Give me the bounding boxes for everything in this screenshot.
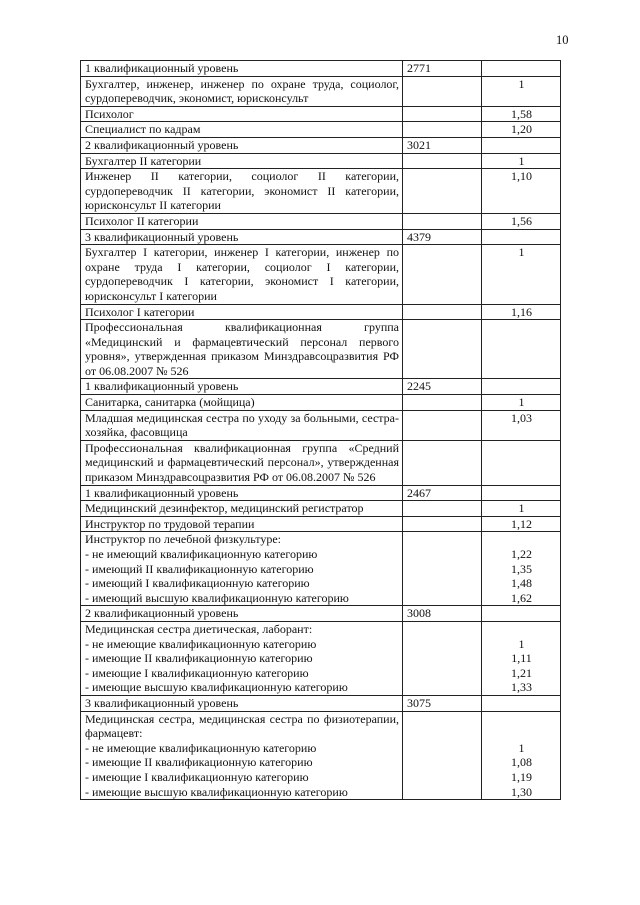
base-rate-cell bbox=[403, 695, 482, 711]
category-item: - имеющий высшую квалификационную категорию bbox=[85, 590, 349, 605]
coefficient-cell bbox=[482, 440, 561, 485]
position-text: 2 квалификационный уровень bbox=[85, 137, 239, 152]
base-rate-cell bbox=[403, 711, 482, 800]
position-cell bbox=[81, 695, 403, 711]
coefficient-cell bbox=[482, 213, 561, 229]
table-body bbox=[81, 61, 561, 800]
base-rate-cell bbox=[403, 76, 482, 106]
table-row bbox=[81, 516, 561, 532]
position-cell bbox=[81, 153, 403, 169]
position-text: Профессиональная квалификационная группа «Медицинский и фармацевтический персонал первого уровня», утвержденная приказом Минздравсоцразвития РФ от 06.08.2007 № 526 bbox=[85, 320, 399, 378]
table-row bbox=[81, 606, 561, 622]
category-item: - имеющие I квалификационную категорию bbox=[85, 769, 309, 784]
position-group-title: Инструктор по лечебной физкультуре: bbox=[85, 532, 281, 547]
position-text: Младшая медицинская сестра по уходу за больными, сестра-хозяйка, фасовщица bbox=[85, 410, 399, 440]
coefficient-value: 1 bbox=[518, 76, 525, 91]
position-cell bbox=[81, 61, 403, 77]
position-text: Психолог II категории bbox=[85, 213, 199, 228]
position-text: Бухгалтер I категории, инженер I категории, инженер по охране труда I категории, социолог I категории, сурдопереводчик I категории, экономист I категории, юрисконсульт I категории bbox=[85, 245, 399, 303]
position-text: Специалист по кадрам bbox=[85, 122, 201, 137]
coefficient-cell bbox=[482, 245, 561, 304]
category-item: - имеющие высшую квалификационную категорию bbox=[85, 784, 348, 799]
coefficient-value: 1 bbox=[518, 501, 525, 516]
coefficient-cell bbox=[482, 501, 561, 517]
position-cell bbox=[81, 410, 403, 440]
position-cell bbox=[81, 106, 403, 122]
table-row bbox=[81, 213, 561, 229]
base-rate-cell bbox=[403, 245, 482, 304]
category-item: - имеющие II квалификационную категорию bbox=[85, 755, 313, 770]
position-cell bbox=[81, 485, 403, 501]
table-row bbox=[81, 76, 561, 106]
position-cell bbox=[81, 304, 403, 320]
base-rate-cell bbox=[403, 621, 482, 695]
category-item: - имеющие высшую квалификационную категорию bbox=[85, 680, 348, 695]
table-row bbox=[81, 61, 561, 77]
coefficient-cell bbox=[482, 695, 561, 711]
base-rate-cell bbox=[403, 137, 482, 153]
base-rate-cell bbox=[403, 122, 482, 138]
coefficient-cell bbox=[482, 395, 561, 411]
coefficient-value: 1,56 bbox=[511, 213, 532, 228]
table-row bbox=[81, 711, 561, 800]
table-row bbox=[81, 304, 561, 320]
coefficient-cell bbox=[482, 711, 561, 800]
coefficient-cell bbox=[482, 229, 561, 245]
position-text: 1 квалификационный уровень bbox=[85, 379, 239, 394]
category-coefficient: 1 bbox=[518, 740, 525, 755]
position-cell bbox=[81, 516, 403, 532]
table-row bbox=[81, 229, 561, 245]
salary-coefficient-table bbox=[80, 60, 561, 800]
coefficient-cell bbox=[482, 76, 561, 106]
position-text: 2 квалификационный уровень bbox=[85, 606, 239, 621]
coefficient-cell bbox=[482, 153, 561, 169]
base-rate-value: 2245 bbox=[407, 379, 431, 394]
base-rate-cell bbox=[403, 395, 482, 411]
position-text: 1 квалификационный уровень bbox=[85, 485, 239, 500]
base-rate-cell bbox=[403, 304, 482, 320]
category-coefficient: 1,08 bbox=[511, 755, 532, 770]
position-cell bbox=[81, 532, 403, 606]
position-text: Профессиональная квалификационная группа «Средний медицинский и фармацевтический персонал», утвержденная приказом Минздравсоцразвития РФ от 06.08.2007 № 526 bbox=[85, 440, 399, 485]
table-row bbox=[81, 532, 561, 606]
base-rate-value: 3075 bbox=[407, 695, 431, 710]
position-cell bbox=[81, 320, 403, 379]
coefficient-cell bbox=[482, 320, 561, 379]
category-coefficient: 1,33 bbox=[511, 680, 532, 695]
coefficient-value: 1,10 bbox=[511, 169, 532, 184]
table-row bbox=[81, 106, 561, 122]
position-text: Медицинский дезинфектор, медицинский регистратор bbox=[85, 501, 364, 516]
coefficient-cell bbox=[482, 532, 561, 606]
coefficient-value: 1,20 bbox=[511, 122, 532, 137]
position-cell bbox=[81, 621, 403, 695]
position-group-title: Медицинская сестра, медицинская сестра по физиотерапии, фармацевт: bbox=[85, 711, 399, 741]
position-text: 1 квалификационный уровень bbox=[85, 61, 239, 75]
coefficient-cell bbox=[482, 516, 561, 532]
position-text: 3 квалификационный уровень bbox=[85, 229, 239, 244]
position-cell bbox=[81, 395, 403, 411]
position-text: Инженер II категории, социолог II категории, сурдопереводчик II категории, экономист II категории, юрисконсульт II категории bbox=[85, 169, 399, 213]
coefficient-value: 1 bbox=[518, 153, 525, 168]
base-rate-value: 3008 bbox=[407, 606, 431, 621]
coefficient-value: 1,03 bbox=[511, 410, 532, 425]
category-item: - имеющие II квалификационную категорию bbox=[85, 651, 313, 666]
category-coefficient: 1,22 bbox=[511, 547, 532, 561]
position-text: Бухгалтер, инженер, инженер по охране труда, социолог, сурдопереводчик, экономист, юрисконсульт bbox=[85, 76, 399, 106]
table-row bbox=[81, 695, 561, 711]
category-item: - имеющий I квалификационную категорию bbox=[85, 576, 310, 591]
position-cell bbox=[81, 440, 403, 485]
category-coefficient: 1,35 bbox=[511, 561, 532, 576]
page-number: 10 bbox=[556, 33, 569, 47]
category-item: - имеющие I квалификационную категорию bbox=[85, 665, 309, 680]
category-item: - имеющий II квалификационную категорию bbox=[85, 561, 314, 576]
coefficient-value: 1 bbox=[518, 395, 525, 410]
position-text: Бухгалтер II категории bbox=[85, 153, 202, 168]
table-row bbox=[81, 245, 561, 304]
position-text: Санитарка, санитарка (мойщица) bbox=[85, 395, 255, 410]
base-rate-cell bbox=[403, 440, 482, 485]
base-rate-cell bbox=[403, 516, 482, 532]
base-rate-cell bbox=[403, 320, 482, 379]
coefficient-cell bbox=[482, 106, 561, 122]
position-text: 3 квалификационный уровень bbox=[85, 695, 239, 710]
position-cell bbox=[81, 711, 403, 800]
category-coefficient: 1,19 bbox=[511, 769, 532, 784]
table-row bbox=[81, 122, 561, 138]
category-item: - не имеющие квалификационную категорию bbox=[85, 636, 317, 651]
position-cell bbox=[81, 245, 403, 304]
category-coefficient: 1,48 bbox=[511, 576, 532, 591]
position-cell bbox=[81, 169, 403, 214]
base-rate-cell bbox=[403, 153, 482, 169]
table-row bbox=[81, 379, 561, 395]
category-coefficient: 1,21 bbox=[511, 665, 532, 680]
position-group-title: Медицинская сестра диетическая, лаборант: bbox=[85, 621, 313, 636]
category-coefficient: 1,30 bbox=[511, 784, 532, 799]
category-item: - не имеющие квалификационную категорию bbox=[85, 740, 317, 755]
base-rate-value: 4379 bbox=[407, 229, 431, 244]
position-cell bbox=[81, 76, 403, 106]
table-row bbox=[81, 440, 561, 485]
base-rate-cell bbox=[403, 213, 482, 229]
coefficient-cell bbox=[482, 122, 561, 138]
coefficient-cell bbox=[482, 606, 561, 622]
coefficient-cell bbox=[482, 61, 561, 77]
base-rate-cell bbox=[403, 501, 482, 517]
coefficient-value: 1,16 bbox=[511, 304, 532, 319]
base-rate-value: 2467 bbox=[407, 485, 431, 500]
table-row bbox=[81, 621, 561, 695]
coefficient-cell bbox=[482, 169, 561, 214]
position-cell bbox=[81, 501, 403, 517]
position-cell bbox=[81, 229, 403, 245]
base-rate-value: 3021 bbox=[407, 137, 431, 152]
base-rate-cell bbox=[403, 106, 482, 122]
coefficient-cell bbox=[482, 379, 561, 395]
base-rate-cell bbox=[403, 169, 482, 214]
coefficient-value: 1,12 bbox=[511, 516, 532, 531]
coefficient-cell bbox=[482, 304, 561, 320]
category-coefficient: 1,11 bbox=[511, 651, 532, 666]
coefficient-cell bbox=[482, 137, 561, 153]
position-text: Психолог bbox=[85, 106, 134, 121]
table-row bbox=[81, 137, 561, 153]
table-row bbox=[81, 395, 561, 411]
coefficient-cell bbox=[482, 621, 561, 695]
table-row bbox=[81, 169, 561, 214]
table-row bbox=[81, 410, 561, 440]
base-rate-value: 2771 bbox=[407, 61, 431, 75]
position-text: Психолог I категории bbox=[85, 304, 195, 319]
table-row bbox=[81, 501, 561, 517]
coefficient-value: 1 bbox=[518, 245, 525, 260]
base-rate-cell bbox=[403, 229, 482, 245]
position-text: Инструктор по трудовой терапии bbox=[85, 516, 255, 531]
base-rate-cell bbox=[403, 61, 482, 77]
table-row bbox=[81, 320, 561, 379]
base-rate-cell bbox=[403, 410, 482, 440]
category-coefficient: 1,62 bbox=[511, 590, 532, 605]
category-item: - не имеющий квалификационную категорию bbox=[85, 547, 318, 561]
base-rate-cell bbox=[403, 606, 482, 622]
table-row bbox=[81, 485, 561, 501]
base-rate-cell bbox=[403, 485, 482, 501]
table-row bbox=[81, 153, 561, 169]
base-rate-cell bbox=[403, 532, 482, 606]
position-cell bbox=[81, 137, 403, 153]
position-cell bbox=[81, 122, 403, 138]
position-cell bbox=[81, 379, 403, 395]
position-cell bbox=[81, 606, 403, 622]
category-coefficient: 1 bbox=[518, 636, 525, 651]
position-cell bbox=[81, 213, 403, 229]
coefficient-cell bbox=[482, 410, 561, 440]
base-rate-cell bbox=[403, 379, 482, 395]
coefficient-cell bbox=[482, 485, 561, 501]
coefficient-value: 1,58 bbox=[511, 106, 532, 121]
